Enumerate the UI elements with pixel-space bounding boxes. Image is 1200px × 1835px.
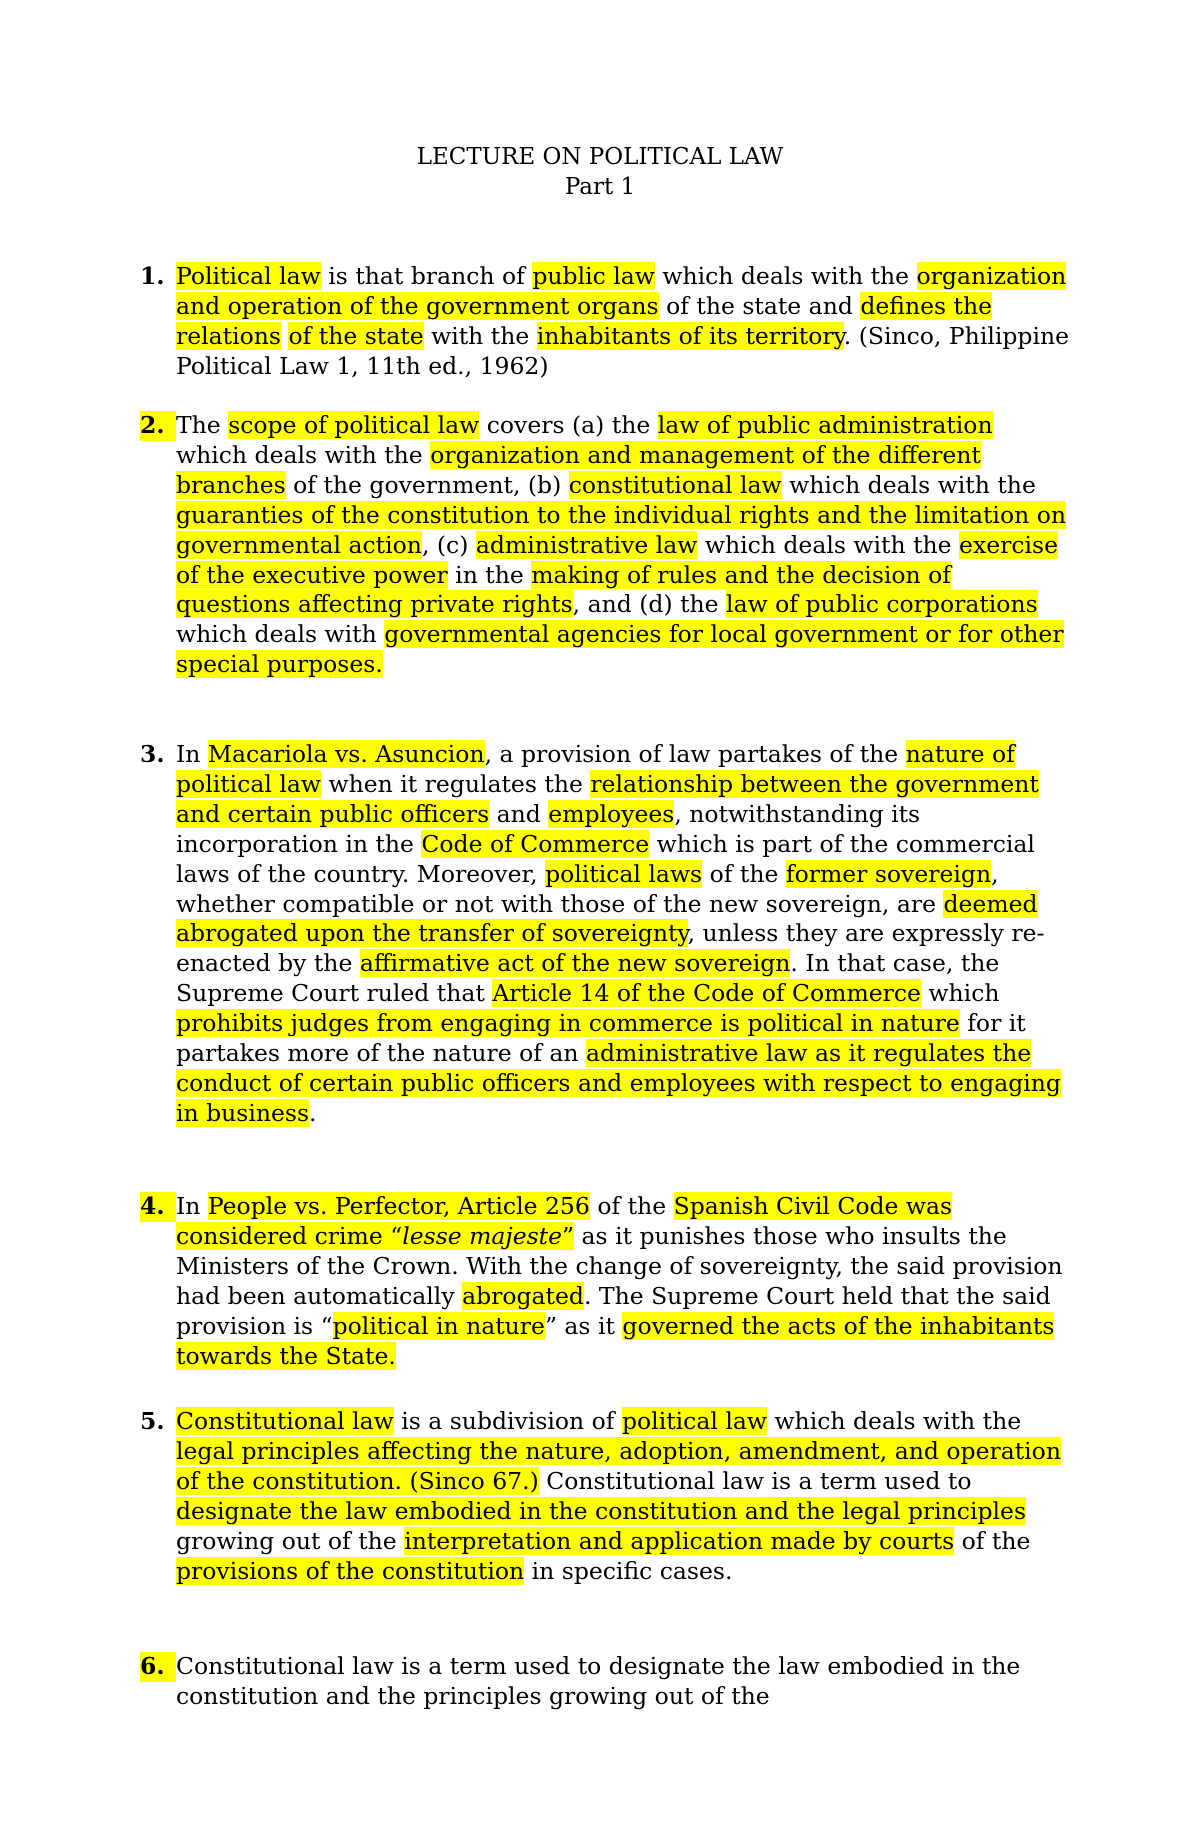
list-item (140, 740, 1070, 1129)
text-run: which deals with the (766, 1407, 1022, 1435)
highlighted-text: People vs. Perfector, Article 256 (207, 1192, 590, 1220)
list-item (140, 1407, 1070, 1586)
text-run: , (c) (421, 530, 476, 559)
highlighted-text: Spanish Civil Code was considered crime “ (176, 1192, 953, 1250)
highlighted-text: exercise of the executive power (176, 530, 1058, 589)
highlighted-text: nature of political law (176, 740, 1015, 798)
highlighted-text: governmental agencies for local government or for other special purposes. (176, 620, 1064, 679)
text-run: and (489, 799, 549, 828)
text-run: . The Supreme Court held that the said provision is “ (176, 1281, 1051, 1340)
text-run: is that branch of (320, 262, 533, 290)
text-run: of the (589, 1192, 674, 1220)
highlighted-text: lesse majeste (402, 1221, 563, 1250)
highlighted-text: interpretation and application made by courts (404, 1526, 955, 1555)
text-run: in the (447, 560, 532, 589)
highlighted-text: Constitutional law (176, 1407, 394, 1435)
text-run: covers (a) the (479, 411, 658, 439)
item-number: 1. (140, 262, 165, 290)
text-run: of the state and (658, 291, 861, 320)
text-run: Constitutional law is a term used to (538, 1466, 972, 1495)
text-run: , whether compatible or not with those of the new sovereign, are (176, 859, 999, 918)
highlighted-text: administrative law as it regulates the conduct of certain public officers and employees with respect to engaging in business (176, 1039, 1061, 1127)
text-run: which is part of the commercial laws of the country. Moreover, (176, 829, 1035, 888)
text-run: Constitutional law is a term used to designate the law embodied in the constitution and the principles growing out of the (176, 1652, 1021, 1710)
item-text (176, 411, 1070, 680)
highlighted-text: political in nature (332, 1311, 545, 1340)
highlighted-text: of the state (288, 321, 424, 350)
text-run: which deals with the (697, 530, 960, 559)
highlighted-text: deemed abrogated upon the transfer of sovereignty (176, 889, 1038, 948)
highlighted-text: abrogated (462, 1281, 584, 1310)
text-run: The (176, 411, 229, 439)
highlighted-text: scope of political law (228, 411, 480, 439)
list-item (140, 1652, 1070, 1712)
highlighted-text: law of public corporations (726, 590, 1038, 619)
highlighted-text: legal principles affecting the nature, adoption, amendment, and operation of the constitution. (Sinco 67.) (176, 1436, 1061, 1495)
highlighted-text: Code of Commerce (421, 829, 650, 858)
text-run: , and (d) the (572, 590, 727, 619)
highlighted-text: public law (532, 262, 655, 290)
list-item (140, 1192, 1070, 1371)
highlighted-text: inhabitants of its territory (536, 321, 844, 350)
item-number: 2. (140, 411, 176, 441)
text-run: with the (423, 321, 537, 350)
highlighted-text: designate the law embodied in the constitution and the legal principles (176, 1496, 1027, 1525)
text-run: in specific cases. (524, 1556, 733, 1585)
highlighted-text: Macariola vs. Asuncion (207, 740, 485, 768)
text-run: when it regulates the (320, 769, 591, 798)
highlighted-text: constitutional law (568, 470, 782, 499)
item-number: 3. (140, 740, 165, 768)
item-number: 4. (140, 1192, 176, 1222)
text-run: for it partakes more of the nature of an (176, 1009, 1026, 1068)
highlighted-text: governed the acts of the inhabitants towards the State. (176, 1311, 1055, 1370)
highlighted-text: law of public administration (657, 411, 993, 439)
text-run: ” as it (544, 1311, 623, 1340)
text-run: as it punishes those who insults the Ministers of the Crown. With the change of sovereignty, the said provision had been automatically (176, 1221, 1063, 1310)
text-run: of the (954, 1526, 1031, 1555)
highlighted-text: organization and operation of the government organs (176, 262, 1067, 320)
item-number: 5. (140, 1407, 165, 1435)
document-subtitle: Part 1 (564, 174, 636, 200)
highlighted-text: administrative law (475, 530, 698, 559)
text-run: which deals with the (781, 470, 1036, 499)
highlighted-text: political laws (545, 859, 703, 888)
highlighted-text: ” (562, 1221, 575, 1250)
highlighted-text: affirmative act of the new sovereign (359, 949, 791, 978)
text-run: , notwithstanding its incorporation in the (176, 799, 921, 858)
document-heading (0, 142, 1200, 202)
item-text (176, 262, 1070, 382)
text-run: In (176, 740, 208, 768)
item-text (176, 1192, 1070, 1371)
text-run: In (176, 1192, 208, 1220)
item-text (176, 1652, 1070, 1712)
text-run: . (309, 1098, 317, 1127)
text-run: , a provision of law partakes of the (484, 740, 906, 768)
text-run: of the (702, 859, 786, 888)
highlighted-text: defines the relations (176, 291, 993, 350)
highlighted-text: provisions of the constitution (176, 1556, 525, 1585)
text-run: which deals with the (176, 440, 431, 469)
highlighted-text: Political law (176, 262, 321, 290)
text-run: of the government, (b) (285, 470, 569, 499)
text-run: , unless they are expressly re-enacted by the (176, 919, 1045, 978)
list-item (140, 262, 1070, 382)
highlighted-text: former sovereign (785, 859, 992, 888)
text-run: growing out of the (176, 1526, 405, 1555)
text-run: is a subdivision of (393, 1407, 622, 1435)
highlighted-text: making of rules and the decision of questions affecting private rights (176, 560, 952, 619)
highlighted-text: guaranties of the constitution to the individual rights and the limitation on governmental action (176, 500, 1066, 559)
highlighted-text: relationship between the government and certain public officers (176, 769, 1039, 828)
highlighted-text: employees (548, 799, 675, 828)
text-run: . In that case, the Supreme Court ruled that (176, 949, 1000, 1008)
document-title: LECTURE ON POLITICAL LAW (416, 144, 784, 170)
list-item (140, 411, 1070, 680)
item-text (176, 740, 1070, 1129)
text-run: . (Sinco, Philippine Political Law 1, 11th ed., 1962) (176, 321, 1070, 380)
highlighted-text: organization and management of the different branches (176, 440, 981, 499)
text-run: which (920, 979, 1000, 1008)
text-run: which deals with (176, 620, 385, 649)
item-number: 6. (140, 1652, 176, 1682)
highlighted-text: prohibits judges from engaging in commerce is political in nature (176, 1009, 960, 1038)
highlighted-text: political law (621, 1407, 767, 1435)
highlighted-text: Article 14 of the Code of Commerce (492, 979, 921, 1008)
item-text (176, 1407, 1070, 1586)
text-run: which deals with the (654, 262, 917, 290)
